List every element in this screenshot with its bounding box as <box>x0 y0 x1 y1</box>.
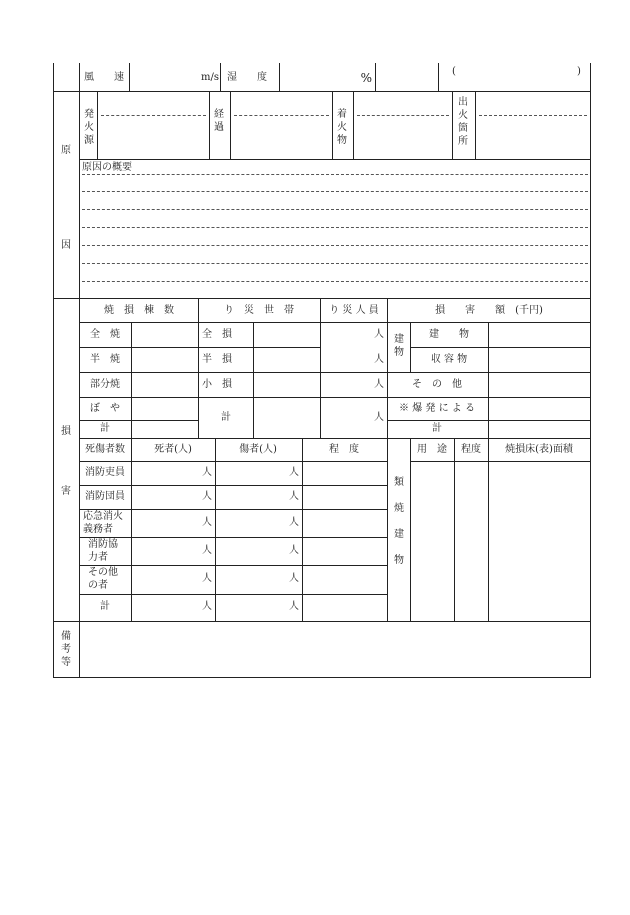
origin-location-label: 出火箇所 <box>458 97 468 147</box>
building-row-half: 半 焼 <box>90 354 120 365</box>
cause-section-bottom <box>53 298 591 299</box>
spread-area-field[interactable] <box>490 463 589 620</box>
casualty-unit: 人 <box>202 573 212 584</box>
cause-section-label-1: 原 <box>61 145 71 156</box>
degree-total-field[interactable] <box>304 596 386 620</box>
casualty-dead-header: 死者(人) <box>154 444 192 455</box>
weather-row-bottom <box>53 91 591 92</box>
building-amount-label: 建物 <box>394 334 404 358</box>
cause-summary-field[interactable] <box>81 175 589 296</box>
dead-others-field[interactable] <box>133 567 199 593</box>
casualty-category-header: 死傷者数 <box>85 444 125 455</box>
amount-other-label: そ の 他 <box>412 379 462 390</box>
damage-amount-header: 損 害 額 (千円) <box>435 305 543 316</box>
dead-fire-corps-field[interactable] <box>133 487 199 508</box>
amount-total-field[interactable] <box>490 422 589 437</box>
buildings-partial-field[interactable] <box>133 374 196 396</box>
person-unit: 人 <box>374 329 384 340</box>
remarks-label: 備考等 <box>61 631 71 668</box>
spread-use-header: 用 途 <box>417 444 447 455</box>
dead-total-field[interactable] <box>133 596 199 620</box>
building-row-total: 計 <box>100 423 110 434</box>
building-row-minor: ぼ や <box>90 403 120 414</box>
casualty-row-cooperators: 消防協力者 <box>88 539 118 563</box>
buildings-total-field[interactable] <box>133 422 196 437</box>
affected-persons-header: り 災 人 員 <box>329 305 379 316</box>
casualty-row-others: その他の者 <box>88 567 118 591</box>
buildings-half-field[interactable] <box>133 349 196 371</box>
casualty-unit: 人 <box>289 601 299 612</box>
persons-field-1[interactable] <box>322 324 372 346</box>
paren-close: ) <box>577 66 581 77</box>
household-row-total: 計 <box>221 412 231 423</box>
amount-total-label: 計 <box>432 423 442 434</box>
ignition-source-field[interactable] <box>99 93 207 157</box>
amount-building-field[interactable] <box>490 324 589 346</box>
weather-note-field[interactable] <box>460 64 575 90</box>
household-row-full: 全 損 <box>202 329 232 340</box>
amount-explosion-field[interactable] <box>490 399 589 419</box>
spread-degree-field[interactable] <box>456 463 487 620</box>
casualty-unit: 人 <box>289 467 299 478</box>
persons-field-2[interactable] <box>322 349 372 371</box>
amount-other-field[interactable] <box>490 374 589 396</box>
humidity-unit: % <box>360 71 372 85</box>
spread-use-field[interactable] <box>412 463 453 620</box>
injured-fire-staff-field[interactable] <box>217 463 287 484</box>
weather-extra-field[interactable] <box>377 64 437 90</box>
persons-field-3[interactable] <box>322 374 372 396</box>
casualty-row-total: 計 <box>100 601 110 612</box>
spread-buildings-label: 類焼建物 <box>394 477 404 566</box>
household-row-half: 半 損 <box>202 354 232 365</box>
households-half-field[interactable] <box>255 349 318 371</box>
label-column-border <box>79 63 80 677</box>
persons-total-field[interactable] <box>322 399 372 437</box>
damage-section-label-1: 損 <box>61 426 71 437</box>
injured-obligated-field[interactable] <box>217 511 287 536</box>
wind-speed-unit: m/s <box>201 72 219 83</box>
degree-fire-corps-field[interactable] <box>304 487 386 508</box>
first-ignited-field[interactable] <box>355 93 450 157</box>
process-label: 経過 <box>214 109 224 133</box>
outer-right-border <box>590 63 591 677</box>
amount-building-label: 建 物 <box>429 329 469 340</box>
humidity-field[interactable] <box>281 64 359 90</box>
casualty-row-fire-corps: 消防団員 <box>85 491 125 502</box>
households-total-field[interactable] <box>255 399 318 437</box>
spread-area-header: 焼損床(表)面積 <box>505 444 573 455</box>
degree-obligated-field[interactable] <box>304 511 386 536</box>
cause-summary-label: 原因の概要 <box>82 162 132 173</box>
wind-speed-field[interactable] <box>131 64 196 90</box>
casualty-unit: 人 <box>289 545 299 556</box>
injured-cooperators-field[interactable] <box>217 539 287 564</box>
casualty-unit: 人 <box>202 517 212 528</box>
injured-total-field[interactable] <box>217 596 287 620</box>
dead-cooperators-field[interactable] <box>133 539 199 564</box>
remarks-field[interactable] <box>81 623 589 676</box>
casualty-unit: 人 <box>202 545 212 556</box>
casualty-row-obligated: 応急消火義務者 <box>83 511 123 535</box>
first-ignited-label: 着火物 <box>337 109 347 146</box>
amount-explosion-label: ※ 爆 発 に よ る <box>399 403 475 414</box>
spread-degree-header: 程度 <box>461 444 481 455</box>
outer-bottom-border <box>53 677 591 678</box>
injured-fire-corps-field[interactable] <box>217 487 287 508</box>
amount-contents-label: 収 容 物 <box>430 354 468 365</box>
outer-left-border <box>53 63 54 677</box>
origin-location-field[interactable] <box>477 93 589 157</box>
casualty-degree-header: 程 度 <box>329 444 359 455</box>
person-unit: 人 <box>374 412 384 423</box>
building-row-partial: 部分焼 <box>90 379 120 390</box>
dead-obligated-field[interactable] <box>133 511 199 536</box>
wind-speed-label: 風 速 <box>84 72 124 83</box>
households-full-field[interactable] <box>255 324 318 346</box>
households-small-field[interactable] <box>255 374 318 396</box>
casualty-unit: 人 <box>289 573 299 584</box>
casualty-injured-header: 傷者(人) <box>239 444 277 455</box>
dead-fire-staff-field[interactable] <box>133 463 199 484</box>
burned-buildings-header: 焼 損 棟 数 <box>104 305 174 316</box>
casualty-row-fire-staff: 消防吏員 <box>85 467 125 478</box>
degree-fire-staff-field[interactable] <box>304 463 386 484</box>
process-field[interactable] <box>232 93 330 157</box>
casualty-unit: 人 <box>289 491 299 502</box>
damage-section-label-2: 害 <box>61 486 71 497</box>
casualty-unit: 人 <box>289 517 299 528</box>
buildings-minor-field[interactable] <box>133 399 196 419</box>
amount-contents-field[interactable] <box>490 349 589 371</box>
person-unit: 人 <box>374 379 384 390</box>
person-unit: 人 <box>374 354 384 365</box>
degree-others-field[interactable] <box>304 567 386 593</box>
damage-section-bottom <box>53 621 591 622</box>
paren-open: ( <box>452 66 456 77</box>
household-row-small: 小 損 <box>202 379 232 390</box>
casualty-unit: 人 <box>202 601 212 612</box>
humidity-label: 湿 度 <box>227 72 267 83</box>
degree-cooperators-field[interactable] <box>304 539 386 564</box>
injured-others-field[interactable] <box>217 567 287 593</box>
casualty-unit: 人 <box>202 491 212 502</box>
building-row-full: 全 焼 <box>90 329 120 340</box>
cause-section-label-2: 因 <box>61 240 71 251</box>
casualty-unit: 人 <box>202 467 212 478</box>
affected-households-header: り 災 世 帯 <box>224 305 294 316</box>
buildings-full-field[interactable] <box>133 324 196 346</box>
ignition-source-label: 発火源 <box>84 109 94 146</box>
